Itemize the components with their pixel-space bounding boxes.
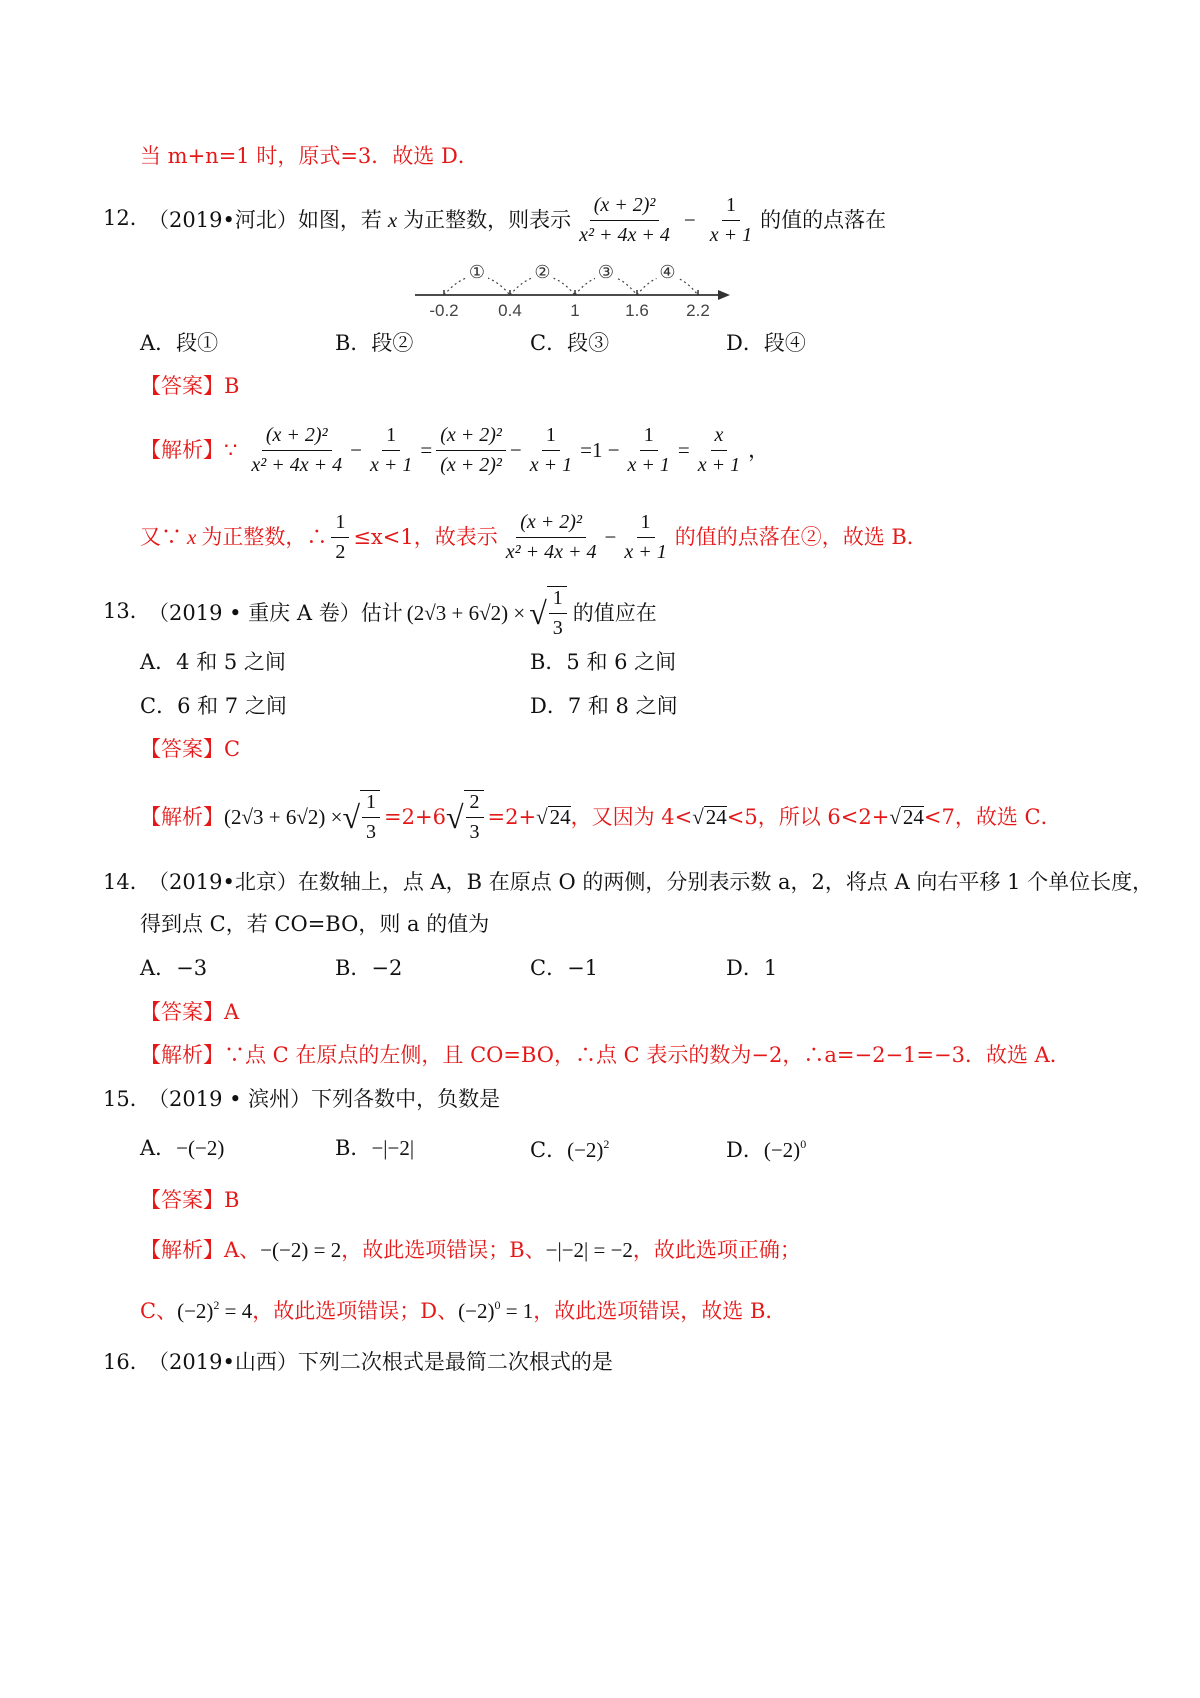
frac-den: x + 1 — [369, 454, 413, 476]
q13-expression: (2√3 + 6√2) × — [406, 600, 526, 625]
frac-den: 3 — [552, 617, 563, 639]
q13-option-d[interactable]: D．7 和 8 之间 — [530, 694, 678, 718]
one-minus: =1 − — [580, 438, 620, 462]
expression: (2√3 + 6√2) × — [224, 804, 343, 829]
q16-number: 16． — [103, 1350, 151, 1374]
frac-num: (x + 2)² — [262, 424, 332, 451]
number-line-segment-marker: ① — [468, 262, 486, 283]
text: ，故此选项错误；B、 — [341, 1238, 546, 1262]
option-label: B． — [335, 1136, 372, 1160]
q12-fraction-1-numerator: (x + 2)² — [590, 194, 660, 221]
frac-den: x² + 4x + 4 — [505, 541, 597, 563]
q15-analysis-line-1 — [140, 1240, 801, 1261]
number-line-tick-label: 1.6 — [625, 301, 649, 320]
frac-num: 1 — [382, 424, 400, 451]
because-symbol: ∵ — [224, 438, 238, 462]
exponent: 0 — [494, 1298, 501, 1312]
q12-number-line — [410, 258, 735, 322]
text: =2+ — [487, 804, 537, 829]
frac-num: x — [711, 424, 728, 451]
expression: = 1 — [500, 1299, 534, 1323]
frac-den: x + 1 — [624, 541, 667, 563]
frac-den: x + 1 — [627, 454, 670, 476]
frac-num: 1 — [362, 791, 380, 818]
q14-answer — [140, 1002, 239, 1023]
minus: − — [350, 438, 362, 462]
q13-answer — [140, 739, 240, 760]
frac-den: (x + 2)² — [440, 454, 502, 476]
frac-num: 1 — [549, 587, 567, 614]
frac-num: 1 — [542, 424, 560, 451]
q14-option-b[interactable]: B．−2 — [335, 956, 403, 980]
q12-fraction-1-denominator: x² + 4x + 4 — [579, 224, 670, 246]
q14-option-d[interactable]: D．1 — [726, 956, 778, 980]
q12-answer — [140, 376, 239, 397]
text: ，故此选项错误，故选 B． — [533, 1299, 787, 1323]
sqrt-24: 24 — [902, 805, 924, 829]
text: ，故此选项正确； — [632, 1238, 801, 1262]
q12-option-d[interactable]: D．段④ — [726, 331, 806, 355]
q15-answer — [140, 1190, 239, 1211]
analysis-label: 【解析】 — [140, 1238, 224, 1262]
option-label: A． — [140, 1136, 177, 1160]
q13-analysis: 【解析】 (2√3 + 6√2) × √ $\frac{1}{3}$ =2+6 √ $\frac{2}{3}$ =2+ √ 24 ，又因为 4< √ 24 <5，所以 6<2+ √ 24 <7，故选 C． — [140, 791, 1062, 843]
expression: −(−2) = 2 — [260, 1238, 342, 1262]
expression: = 4 — [219, 1299, 253, 1323]
frac-num: 1 — [331, 511, 349, 538]
q14-stem-line-2: 得到点 C，若 CO=BO，则 a 的值为 — [140, 912, 490, 936]
expression: (−2) — [177, 1299, 214, 1323]
text: ，故此选项错误；D、 — [252, 1299, 459, 1323]
sqrt-24: 24 — [549, 805, 571, 829]
option-label: C． — [530, 1138, 568, 1162]
q14-number: 14． — [103, 870, 151, 894]
q15-stem: （2019 • 滨州）下列各数中，负数是 — [148, 1087, 501, 1111]
equals: = — [420, 438, 433, 462]
text: ≤x<1，故表示 — [353, 525, 498, 549]
analysis-label: 【解析】 — [140, 438, 224, 462]
q13-option-c[interactable]: C．6 和 7 之间 — [140, 694, 287, 718]
number-line-tick-label: 0.4 — [498, 301, 522, 320]
q13-option-b[interactable]: B．5 和 6 之间 — [530, 650, 677, 674]
q13-sqrt: √ $\frac{1}{3}$ — [529, 586, 567, 640]
text: <7，故选 C． — [923, 804, 1062, 829]
q12-fraction-2 — [706, 194, 756, 247]
var-x: x — [187, 525, 197, 549]
frac-den: 3 — [366, 821, 377, 843]
q14-option-c[interactable]: C．−1 — [530, 956, 599, 980]
answer-value: C — [224, 737, 241, 761]
q12-option-c[interactable]: C．段③ — [530, 331, 610, 355]
number-line-segment-marker: ③ — [597, 262, 615, 283]
answer-value: A — [224, 1000, 240, 1024]
text: A、 — [224, 1238, 261, 1262]
frac-num: 1 — [640, 424, 658, 451]
number-line-segment-marker: ④ — [659, 262, 676, 283]
answer-value: B — [224, 374, 240, 398]
number-line-tick-label: -0.2 — [429, 301, 459, 320]
option-expression: −|−2| — [371, 1136, 415, 1160]
option-expression: (−2) — [763, 1138, 801, 1162]
q15-number: 15． — [103, 1087, 151, 1111]
q12-option-b[interactable]: B．段② — [335, 331, 414, 355]
frac-den: x + 1 — [529, 454, 573, 476]
frac-num: (x + 2)² — [436, 424, 506, 451]
option-expression: −(−2) — [176, 1136, 225, 1160]
minus: − — [509, 438, 522, 462]
q13-stem — [148, 586, 657, 640]
q12-fraction-2-numerator: 1 — [722, 194, 740, 221]
q12-minus: − — [683, 208, 696, 232]
q12-fraction-1 — [575, 194, 674, 247]
analysis-text: ∵点 C 在原点的左侧，且 CO=BO，∴点 C 表示的数为−2，∴a=−2−1=−3．故选 A． — [224, 1043, 1071, 1067]
analysis-label: 【解析】 — [140, 1043, 224, 1067]
q15-option-a[interactable] — [140, 1138, 224, 1159]
text: C、 — [140, 1299, 178, 1323]
exponent: 2 — [213, 1298, 220, 1312]
previous-answer-conclusion: 当 m+n=1 时，原式=3．故选 D． — [140, 144, 479, 168]
q12-analysis-line-2 — [140, 511, 928, 564]
q16-stem: （2019•山西）下列二次根式是最简二次根式的是 — [148, 1350, 613, 1374]
q12-stem-c: 的值的点落在 — [760, 208, 887, 232]
answer-label: 【答案】 — [140, 1000, 224, 1024]
q15-option-b[interactable] — [335, 1138, 414, 1159]
comma: ， — [748, 438, 770, 462]
text: 为正整数，∴ — [201, 525, 328, 549]
q14-stem-line-1: （2019•北京）在数轴上，点 A，B 在原点 O 的两侧，分别表示数 a，2，将点 A 向右平移 1 个单位长度， — [148, 870, 1154, 894]
frac-num: 1 — [637, 511, 655, 538]
expression: −|−2| = −2 — [545, 1238, 633, 1262]
expression: (−2) — [458, 1299, 495, 1323]
answer-label: 【答案】 — [140, 737, 224, 761]
q12-number: 12． — [103, 206, 151, 230]
frac-den: x + 1 — [697, 454, 741, 476]
option-label: D． — [726, 1138, 764, 1162]
q15-option-c[interactable] — [530, 1138, 609, 1161]
q13-stem-end: 的值应在 — [572, 600, 657, 625]
number-line-tick-label: 1 — [570, 301, 580, 320]
answer-label: 【答案】 — [140, 374, 224, 398]
text: =2+6 — [384, 804, 446, 829]
q12-analysis-line-1 — [140, 424, 769, 477]
q12-var-x: x — [387, 208, 398, 232]
frac-den: x² + 4x + 4 — [251, 454, 343, 476]
text: <5，所以 6<2+ — [726, 804, 890, 829]
option-exponent: 2 — [603, 1137, 610, 1151]
q14-option-a[interactable]: A．−3 — [140, 956, 208, 980]
q15-analysis-line-2 — [140, 1299, 786, 1322]
option-exponent: 0 — [800, 1137, 807, 1151]
q12-stem-b: 为正整数，则表示 — [403, 208, 572, 232]
q15-option-d[interactable] — [726, 1138, 806, 1161]
q13-number: 13． — [103, 599, 151, 623]
analysis-label: 【解析】 — [140, 804, 224, 829]
text: 的值的点落在②，故选 B． — [674, 525, 928, 549]
q12-option-a[interactable]: A．段① — [140, 331, 219, 355]
number-line-tick-label: 2.2 — [686, 301, 710, 320]
q13-option-a[interactable]: A．4 和 5 之间 — [140, 650, 286, 674]
q12-stem-a: 如图，若 — [297, 208, 382, 232]
q14-analysis — [140, 1045, 1071, 1066]
number-line-segment-marker: ② — [534, 262, 551, 283]
q12-stem — [148, 194, 886, 247]
answer-label: 【答案】 — [140, 1188, 224, 1212]
frac-num: 2 — [466, 791, 484, 818]
q12-source: （2019•河北） — [148, 208, 298, 232]
sqrt-24: 24 — [705, 805, 727, 829]
q13-source: （2019 • 重庆 A 卷）估计 — [148, 600, 403, 625]
number-line-arrowhead — [718, 290, 730, 300]
text: ，又因为 4< — [570, 804, 693, 829]
frac-num: (x + 2)² — [516, 511, 586, 538]
option-expression: (−2) — [567, 1138, 604, 1162]
text: 又∵ — [140, 525, 182, 549]
minus: − — [604, 525, 617, 549]
answer-value: B — [224, 1188, 240, 1212]
frac-den: 2 — [335, 541, 346, 563]
q12-fraction-2-denominator: x + 1 — [709, 224, 753, 246]
frac-den: 3 — [469, 821, 480, 843]
equals: = — [677, 438, 690, 462]
